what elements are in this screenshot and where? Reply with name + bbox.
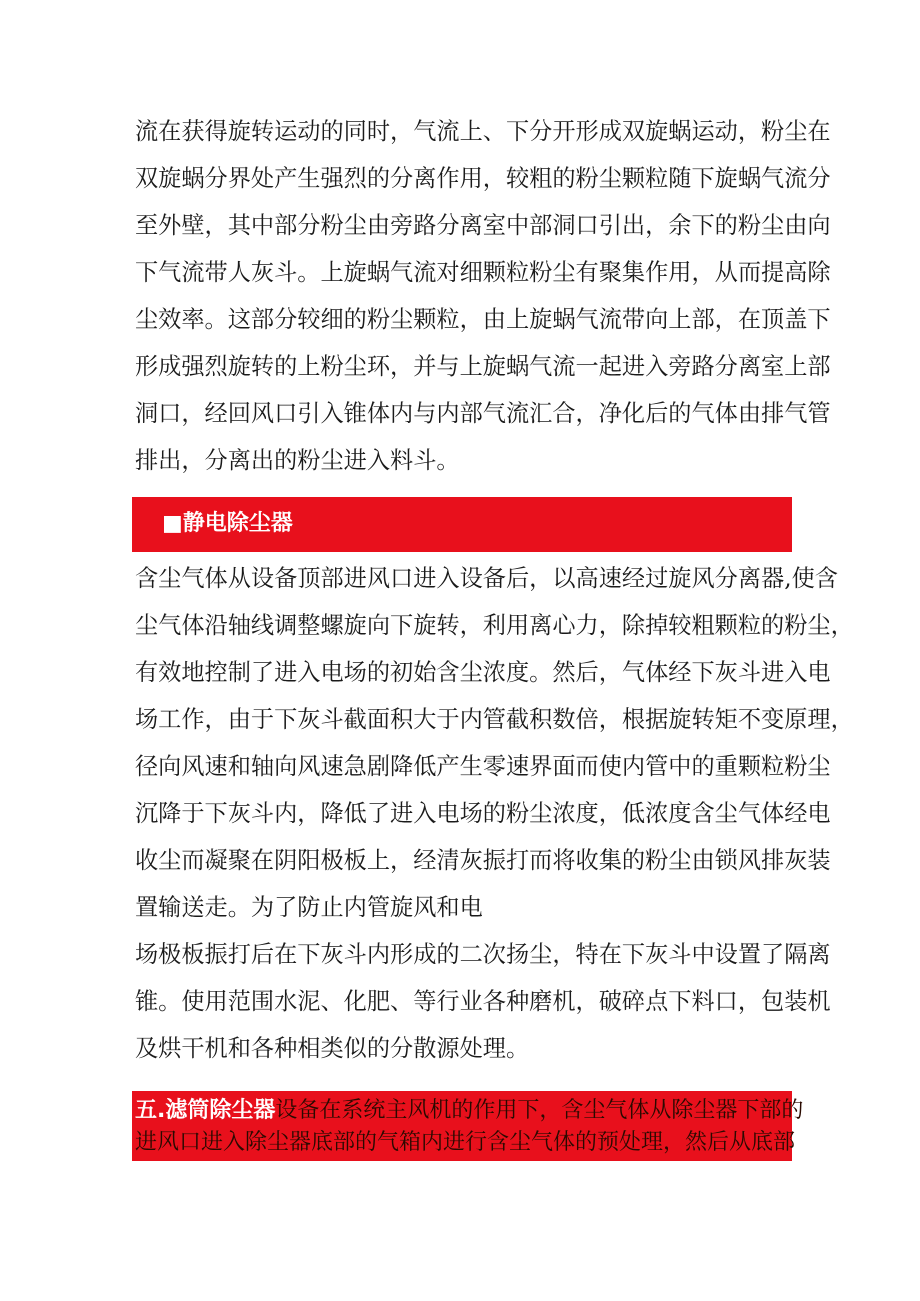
text-line: 及烘干机和各种相类似的分散源处理。 — [135, 1035, 530, 1062]
section5-heading: 五.滤筒除尘器 — [135, 1098, 276, 1123]
text-line: 尘气体沿轴线调整螺旋向下旋转，利用离心力，除掉较粗颗粒的粉尘， — [135, 612, 854, 639]
section5-line-2: 进风口进入除尘器底部的气箱内进行含尘气体的预处理，然后从底部 — [135, 1130, 796, 1155]
text-line: 收尘而凝聚在阴阳极板上，经清灰振打而将收集的粉尘由锁风排灰装 — [135, 847, 831, 874]
text-line: 沉降于下灰斗内，降低了进入电场的粉尘浓度，低浓度含尘气体经电 — [135, 800, 831, 827]
section5-line-1 — [135, 1096, 804, 1126]
text-line: 流在获得旋转运动的同时，气流上、下分开形成双旋蜗运动，粉尘在 — [135, 118, 831, 145]
text-line: 形成强烈旋转的上粉尘环，并与上旋蜗气流一起进入旁路分离室上部 — [135, 353, 831, 380]
section-banner — [132, 497, 792, 552]
text-line: 尘效率。这部分较细的粉尘颗粒，由上旋蜗气流带向上部，在顶盖下 — [135, 306, 831, 333]
section5-block — [132, 1091, 804, 1161]
text-line: 洞口，经回风口引入锥体内与内部气流汇合，净化后的气体由排气管 — [135, 400, 831, 427]
text-line: 场极板振打后在下灰斗内形成的二次扬尘，特在下灰斗中设置了隔离 — [135, 941, 831, 968]
text-line: 含尘气体从设备顶部进风口进入设备后，以高速经过旋风分离器,使含 — [135, 565, 838, 592]
text-line: 有效地控制了进入电场的初始含尘浓度。然后，气体经下灰斗进入电 — [135, 659, 831, 686]
section-heading: ■静电除尘器 — [162, 511, 293, 536]
text-line: 至外壁，其中部分粉尘由旁路分离室中部洞口引出，余下的粉尘由向 — [135, 212, 831, 239]
text-line: 下气流带人灰斗。上旋蜗气流对细颗粒粉尘有聚集作用，从而提高除 — [135, 259, 831, 286]
text-line: 排出，分离出的粉尘进入料斗。 — [135, 447, 460, 474]
text-line: 锥。使用范围水泥、化肥、等行业各种磨机，破碎点下料口，包装机 — [135, 988, 831, 1015]
section5-text: 设备在系统主风机的作用下，含尘气体从除尘器下部的 — [275, 1098, 804, 1123]
text-line: 场工作，由于下灰斗截面积大于内管截积数倍，根据旋转矩不变原理， — [135, 706, 854, 733]
text-line: 置输送走。为了防止内管旋风和电 — [135, 894, 483, 921]
text-line: 双旋蜗分界处产生强烈的分离作用，较粗的粉尘颗粒随下旋蜗气流分 — [135, 165, 831, 192]
text-line: 径向风速和轴向风速急剧降低产生零速界面而使内管中的重颗粒粉尘 — [135, 753, 831, 780]
